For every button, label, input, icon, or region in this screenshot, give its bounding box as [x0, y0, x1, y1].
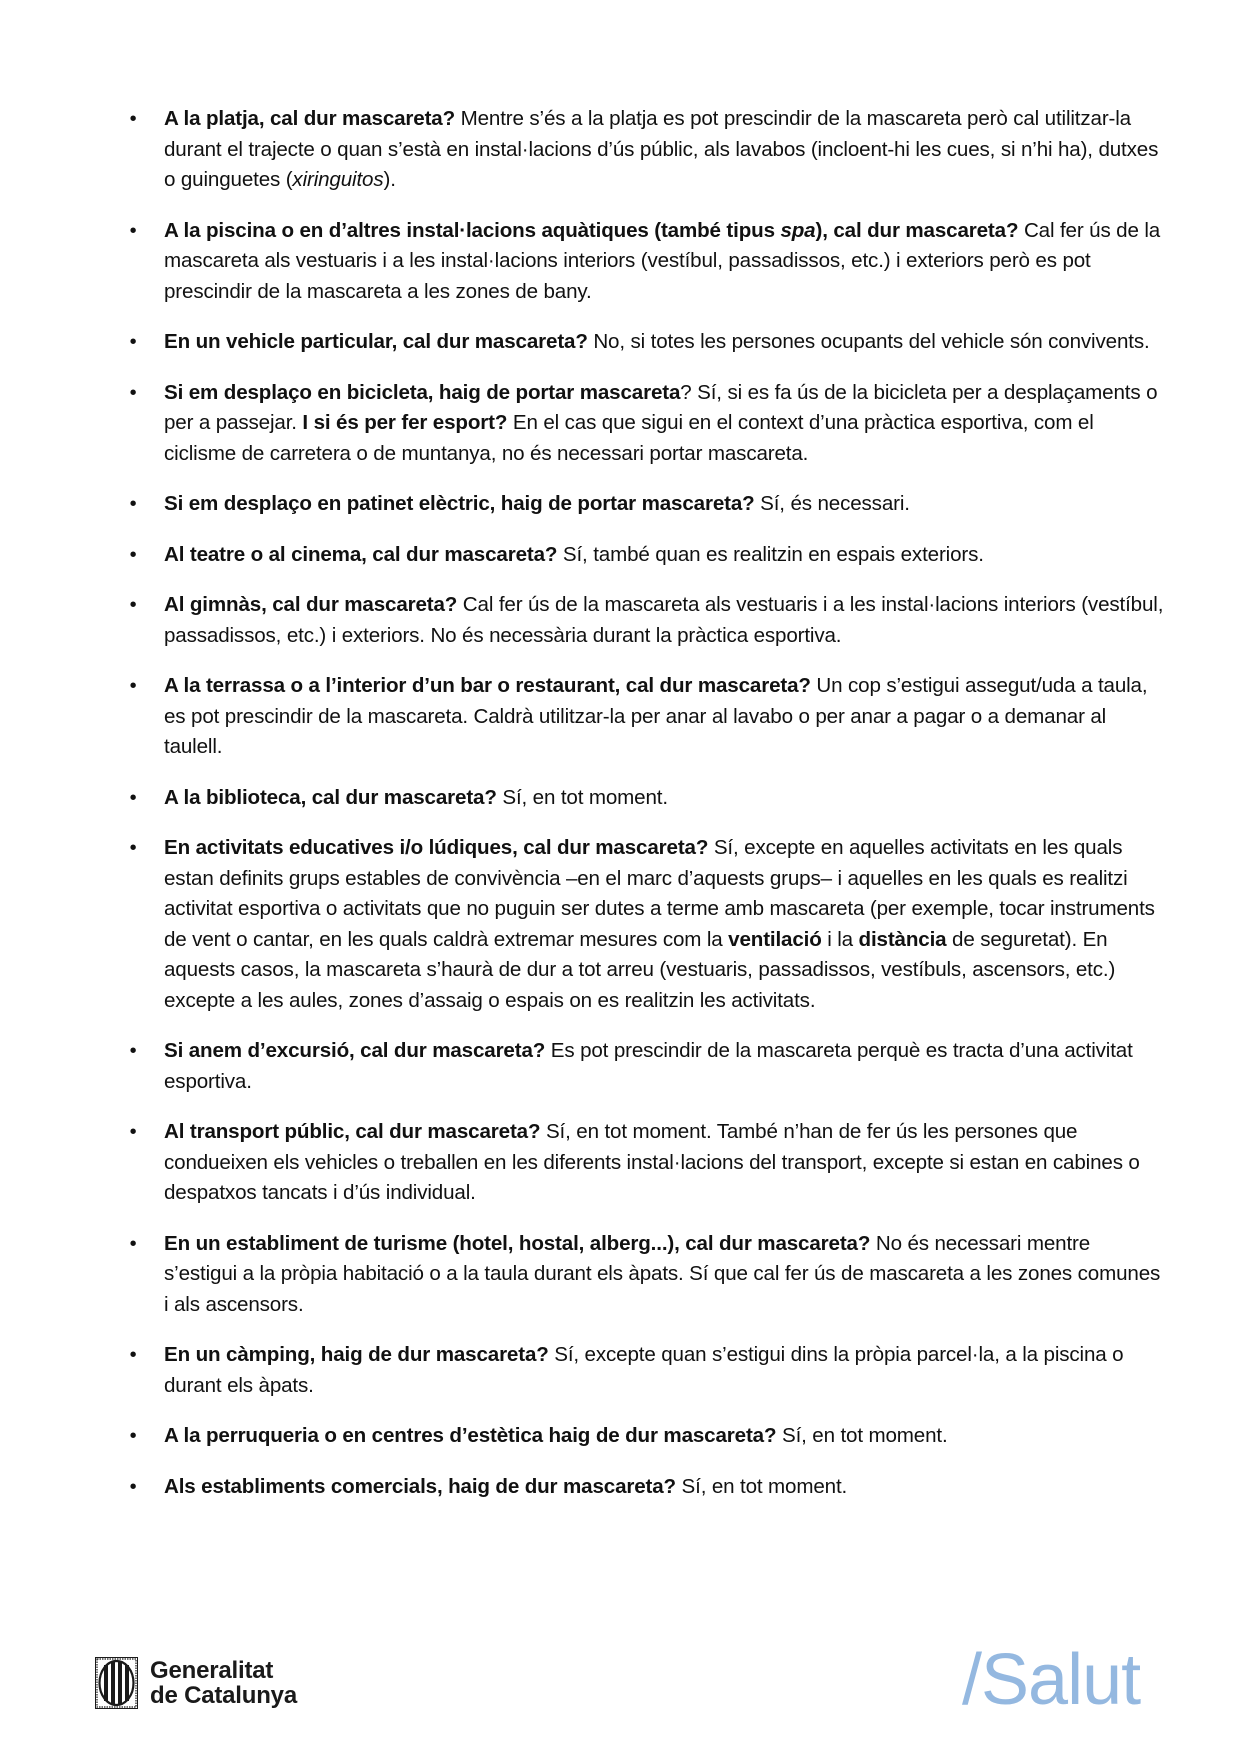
faq-answer: Sí, en tot moment.: [776, 1424, 948, 1447]
faq-question: En un vehicle particular, cal dur mascareta?: [164, 330, 588, 353]
faq-item: [128, 833, 1168, 1016]
faq-item: [128, 1036, 1168, 1097]
bullet-icon: •: [129, 1475, 137, 1498]
faq-answer: i la: [821, 927, 859, 951]
faq-answer: No és necessari mentre s’estigui a la pròpia habitació o a la taula durant els àpats. Sí que cal fer ús de mascareta a les zones comunes i als ascensors.: [164, 1231, 1161, 1316]
logo-line-1: Generalitat: [150, 1657, 274, 1684]
bullet-icon: •: [129, 1232, 137, 1255]
faq-question: En un establiment de turisme (hotel, hostal, alberg...), cal dur mascareta?: [164, 1231, 871, 1255]
faq-question: A la perruqueria o en centres d’estètica haig de dur mascareta?: [164, 1424, 777, 1447]
faq-item: [128, 327, 1168, 358]
faq-question: En un càmping, haig de dur mascareta?: [164, 1343, 549, 1366]
bullet-icon: •: [129, 543, 137, 566]
logo-line-2: de Catalunya: [150, 1682, 297, 1709]
bullet-icon: •: [129, 1121, 137, 1143]
faq-item: [128, 1117, 1168, 1209]
faq-question: Al teatre o al cinema, cal dur mascareta?: [164, 542, 558, 566]
faq-item: [128, 104, 1168, 196]
bullet-icon: •: [129, 493, 137, 515]
faq-answer: ? Sí, si es fa ús de la bicicleta per a desplaçaments o per a passejar.: [164, 380, 1158, 434]
faq-item: [128, 489, 1168, 520]
salut-department-mark: /Salut: [962, 1640, 1141, 1720]
faq-answer: ).: [383, 168, 396, 191]
bullet-icon: •: [129, 381, 137, 404]
faq-item: [128, 1340, 1168, 1401]
faq-question: ventilació: [728, 927, 822, 951]
faq-question: Si em desplaço en patinet elèctric, haig de portar mascareta?: [164, 492, 755, 515]
faq-answer: Cal fer ús de la mascareta als vestuaris i a les instal·lacions interiors (vestíbul, passadissos, etc.) i exteriors. No és necessària durant la pràctica esportiva.: [164, 593, 1164, 647]
faq-answer: Sí, és necessari.: [754, 492, 910, 515]
faq-item: [128, 540, 1168, 571]
logo-wordmark: [150, 1658, 297, 1708]
generalitat-logo: [95, 1655, 297, 1711]
faq-answer: Sí, en tot moment.: [675, 1474, 848, 1498]
faq-question: A la terrassa o a l’interior d’un bar o restaurant, cal dur mascareta?: [164, 674, 811, 697]
faq-question: En activitats educatives i/o lúdiques, cal dur mascareta?: [164, 836, 709, 859]
faq-answer: de seguretat). En aquests casos, la mascareta s’haurà de dur a tot arreu (vestuaris, passadissos, vestíbuls, ascensors, etc.) excepte a les aules, zones d’assaig o espais on es realitzin les activitats.: [164, 927, 1116, 1012]
faq-item: [128, 1229, 1168, 1321]
faq-question: A la biblioteca, cal dur mascareta?: [164, 785, 497, 809]
bullet-icon: •: [129, 675, 137, 697]
faq-answer: Sí, en tot moment.: [496, 785, 668, 809]
faq-question: Als establiments comercials, haig de dur mascareta?: [164, 1474, 676, 1498]
faq-item: [128, 671, 1168, 763]
faq-question-emphasis: spa: [780, 218, 816, 242]
faq-question: A la platja, cal dur mascareta?: [164, 107, 456, 130]
faq-item: [128, 1472, 1168, 1503]
faq-answer: No, si totes les persones ocupants del vehicle són convivents.: [587, 330, 1150, 353]
faq-answer: Mentre s’és a la platja es pot prescindir de la mascareta però cal utilitzar-la durant el trajecte o quan s’està en instal·lacions d’ús públic, als lavabos (incloent-hi les cues, si n’hi ha), dutxes o guinguetes (: [164, 107, 1159, 191]
bullet-icon: •: [129, 1040, 137, 1062]
faq-question: Al gimnàs, cal dur mascareta?: [164, 593, 458, 616]
faq-answer: Es pot prescindir de la mascareta perquè es tracta d’una activitat esportiva.: [164, 1039, 1133, 1093]
faq-answer: Sí, excepte en aquelles activitats en les quals estan definits grups estables de convivència –en el marc d’aquests grups– i aquelles en les quals es realitzi activitat esportiva o activitats que no puguin ser dutes a terme amb mascareta (per exemple, tocar instruments de vent o cantar, en les quals caldrà extremar mesures com la: [164, 836, 1155, 951]
bullet-icon: •: [129, 331, 137, 353]
faq-question: Si em desplaço en bicicleta, haig de portar mascareta: [164, 380, 681, 404]
faq-item: [128, 216, 1168, 308]
faq-answer: Sí, en tot moment. També n’han de fer ús les persones que condueixen els vehicles o treballen en les diferents instal·lacions del transport, excepte si estan en cabines o despatxos tancats i d’ús individual.: [164, 1120, 1140, 1204]
faq-item: [128, 378, 1168, 470]
faq-question: I si és per fer esport?: [302, 411, 508, 434]
faq-item: [128, 590, 1168, 651]
bullet-icon: •: [129, 594, 137, 616]
faq-question: distància: [858, 927, 947, 951]
bullet-icon: •: [129, 108, 137, 130]
faq-answer: Cal fer ús de la mascareta als vestuaris i a les instal·lacions interiors (vestíbul, passadissos, etc.) i exteriors però es pot prescindir de la mascareta a les zones de bany.: [164, 218, 1161, 303]
faq-list: [128, 104, 1168, 1522]
faq-question: Si anem d’excursió, cal dur mascareta?: [164, 1039, 546, 1062]
bullet-icon: •: [129, 1425, 137, 1447]
faq-emphasis: xiringuitos: [292, 168, 384, 191]
faq-item: [128, 1421, 1168, 1452]
faq-answer: Un cop s’estigui assegut/uda a taula, es pot prescindir de la mascareta. Caldrà utilitzar-la per anar al lavabo o per anar a pagar o a demanar al taulell.: [164, 674, 1148, 758]
bullet-icon: •: [129, 1344, 137, 1366]
faq-question: A la piscina o en d’altres instal·lacions aquàtiques (també tipus: [164, 218, 781, 242]
bullet-icon: •: [129, 219, 137, 242]
bullet-icon: •: [129, 786, 137, 809]
faq-question: ), cal dur mascareta?: [815, 218, 1019, 242]
faq-answer: Sí, excepte quan s’estigui dins la pròpia parcel·la, a la piscina o durant els àpats.: [164, 1343, 1124, 1397]
bullet-icon: •: [129, 837, 137, 859]
faq-question: Al transport públic, cal dur mascareta?: [164, 1120, 541, 1143]
generalitat-emblem-icon: [95, 1657, 138, 1709]
faq-item: [128, 783, 1168, 814]
faq-answer: Sí, també quan es realitzin en espais exteriors.: [557, 542, 984, 566]
faq-answer: En el cas que sigui en el context d’una pràctica esportiva, com el ciclisme de carretera o de muntanya, no és necessari portar mascareta.: [164, 411, 1094, 465]
